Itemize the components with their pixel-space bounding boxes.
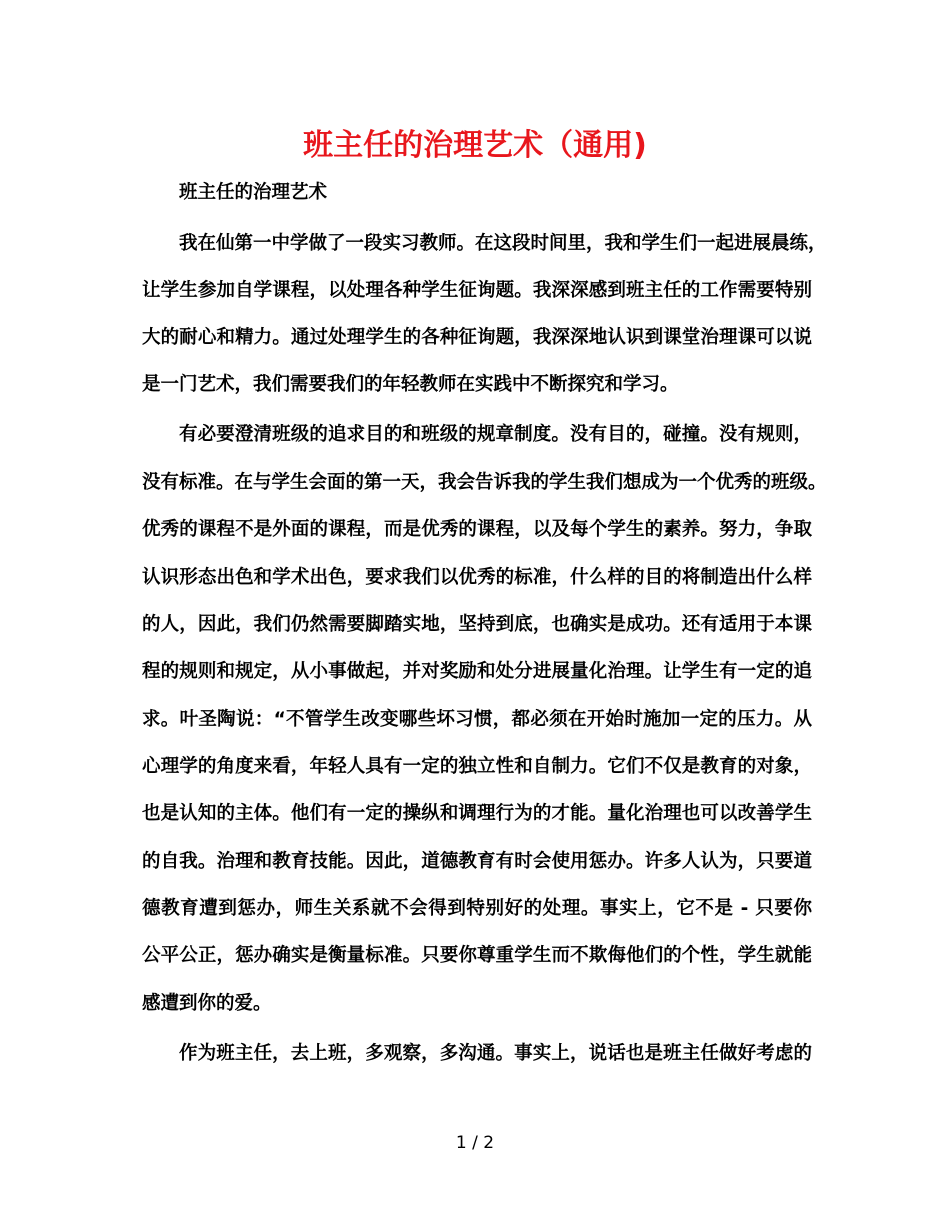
paragraph-2-line-3: 优秀的课程不是外面的课程，而是优秀的课程，以及每个学生的素养。努力，争取 xyxy=(142,519,812,540)
paragraph-2-line-1: 有必要澄清班级的追求目的和班级的规章制度。没有目的，碰撞。没有规则， xyxy=(179,424,812,445)
paragraph-2-line-13: 感遭到你的爱。 xyxy=(142,993,272,1014)
paragraph-2-line-9: 也是认知的主体。他们有一定的操纵和调理行为的才能。量化治理也可以改善学生 xyxy=(142,803,812,824)
paragraph-1-line-3: 大的耐心和精力。通过处理学生的各种征询题，我深深地认识到课堂治理课可以说 xyxy=(142,327,812,348)
paragraph-2-line-11: 德教育遭到惩办，师生关系就不会得到特别好的处理。事实上，它不是 - 只要你 xyxy=(142,898,812,919)
paragraph-2-line-10: 的自我。治理和教育技能。因此，道德教育有时会使用惩办。许多人认为，只要道 xyxy=(142,851,812,872)
paragraph-2-line-5: 的人，因此，我们仍然需要脚踏实地，坚持到底，也确实是成功。还有适用于本课 xyxy=(142,614,812,635)
paragraph-2-line-6: 程的规则和规定，从小事做起，并对奖励和处分进展量化治理。让学生有一定的追 xyxy=(142,661,812,682)
paragraph-2-line-2: 没有标准。在与学生会面的第一天，我会告诉我的学生我们想成为一个优秀的班级。 xyxy=(142,472,827,493)
paragraph-2-line-12: 公平公正，惩办确实是衡量标准。只要你尊重学生而不欺侮他们的个性，学生就能 xyxy=(142,945,812,966)
paragraph-2-line-8: 心理学的角度来看，年轻人具有一定的独立性和自制力。它们不仅是教育的对象， xyxy=(142,756,812,777)
paragraph-3-line-1: 作为班主任，去上班，多观察，多沟通。事实上，说话也是班主任做好考虑的 xyxy=(179,1043,812,1064)
paragraph-2-line-7: 求。叶圣陶说：“不管学生改变哪些坏习惯，都必须在开始时施加一定的压力。从 xyxy=(142,709,812,730)
paragraph-2-line-4: 认识形态出色和学术出色，要求我们以优秀的标准，什么样的目的将制造出什么样 xyxy=(142,567,812,588)
paragraph-1-line-2: 让学生参加自学课程，以处理各种学生征询题。我深深感到班主任的工作需要特别 xyxy=(142,280,812,301)
document-title: 班主任的治理艺术（通用) xyxy=(303,128,647,163)
document-subtitle: 班主任的治理艺术 xyxy=(179,182,328,203)
paragraph-1-line-1: 我在仙第一中学做了一段实习教师。在这段时间里，我和学生们一起进展晨练， xyxy=(179,233,827,254)
page-number: 1 / 2 xyxy=(455,1133,495,1153)
paragraph-1-line-4: 是一门艺术，我们需要我们的年轻教师在实践中不断探究和学习。 xyxy=(142,374,679,395)
